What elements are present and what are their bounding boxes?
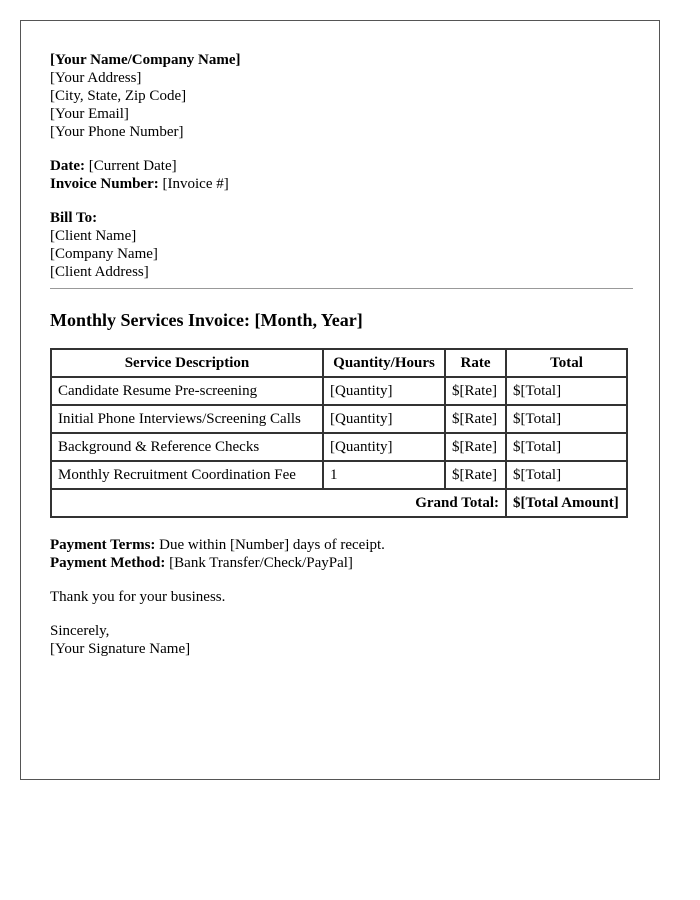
sender-city-state-zip: [City, State, Zip Code] (50, 88, 187, 104)
thanks-line (50, 588, 633, 606)
service-description-cell: Background & Reference Checks (51, 433, 323, 461)
rate-cell: $[Rate] (445, 461, 506, 489)
invoice-number-line (50, 175, 633, 193)
date-value: [Current Date] (88, 158, 177, 174)
table-header-row (51, 349, 627, 377)
column-header: Total (506, 349, 627, 377)
table-row (51, 405, 627, 433)
invoice-page (20, 20, 660, 780)
invoice-title: Monthly Services Invoice: [Month, Year] (50, 310, 363, 330)
client-name: [Client Name] (50, 228, 137, 244)
client-company: [Company Name] (50, 246, 158, 262)
invoice-meta (50, 157, 633, 193)
date-label: Date: (50, 158, 85, 174)
service-description-cell: Candidate Resume Pre-screening (51, 377, 323, 405)
quantity-cell: [Quantity] (323, 433, 445, 461)
invoice-content (50, 51, 633, 658)
bill-to-block (50, 209, 633, 281)
sign-off: Sincerely, (50, 623, 110, 639)
client-address: [Client Address] (50, 264, 149, 280)
sender-name: [Your Name/Company Name] (50, 52, 241, 68)
date-line (50, 157, 633, 175)
payment-method-value: [Bank Transfer/Check/PayPal] (169, 555, 353, 571)
section-divider (50, 288, 633, 289)
quantity-cell: [Quantity] (323, 405, 445, 433)
column-header: Rate (445, 349, 506, 377)
rate-cell: $[Rate] (445, 377, 506, 405)
payment-terms-line (50, 536, 633, 554)
sender-email: [Your Email] (50, 106, 129, 122)
service-description-cell: Initial Phone Interviews/Screening Calls (51, 405, 323, 433)
invoice-number-label: Invoice Number: (50, 176, 159, 192)
table-row (51, 433, 627, 461)
column-header: Service Description (51, 349, 323, 377)
total-cell: $[Total] (506, 405, 627, 433)
grand-total-label: Grand Total: (51, 489, 506, 517)
payment-method-line (50, 554, 633, 572)
total-cell: $[Total] (506, 461, 627, 489)
column-header: Quantity/Hours (323, 349, 445, 377)
service-description-cell: Monthly Recruitment Coordination Fee (51, 461, 323, 489)
services-table (50, 348, 628, 518)
signature-block (50, 622, 633, 658)
total-cell: $[Total] (506, 377, 627, 405)
total-cell: $[Total] (506, 433, 627, 461)
table-row (51, 377, 627, 405)
invoice-number-value: [Invoice #] (162, 176, 229, 192)
table-row (51, 461, 627, 489)
grand-total-value: $[Total Amount] (506, 489, 627, 517)
signature-name: [Your Signature Name] (50, 641, 191, 657)
payment-terms-value: Due within [Number] days of receipt. (159, 537, 385, 553)
grand-total-row (51, 489, 627, 517)
thank-you-text: Thank you for your business. (50, 589, 226, 605)
rate-cell: $[Rate] (445, 405, 506, 433)
bill-to-label: Bill To: (50, 210, 98, 226)
quantity-cell: [Quantity] (323, 377, 445, 405)
sender-phone: [Your Phone Number] (50, 124, 184, 140)
payment-block (50, 536, 633, 572)
sender-address: [Your Address] (50, 70, 142, 86)
payment-method-label: Payment Method: (50, 555, 166, 571)
quantity-cell: 1 (323, 461, 445, 489)
rate-cell: $[Rate] (445, 433, 506, 461)
payment-terms-label: Payment Terms: (50, 537, 156, 553)
sender-block (50, 51, 633, 141)
